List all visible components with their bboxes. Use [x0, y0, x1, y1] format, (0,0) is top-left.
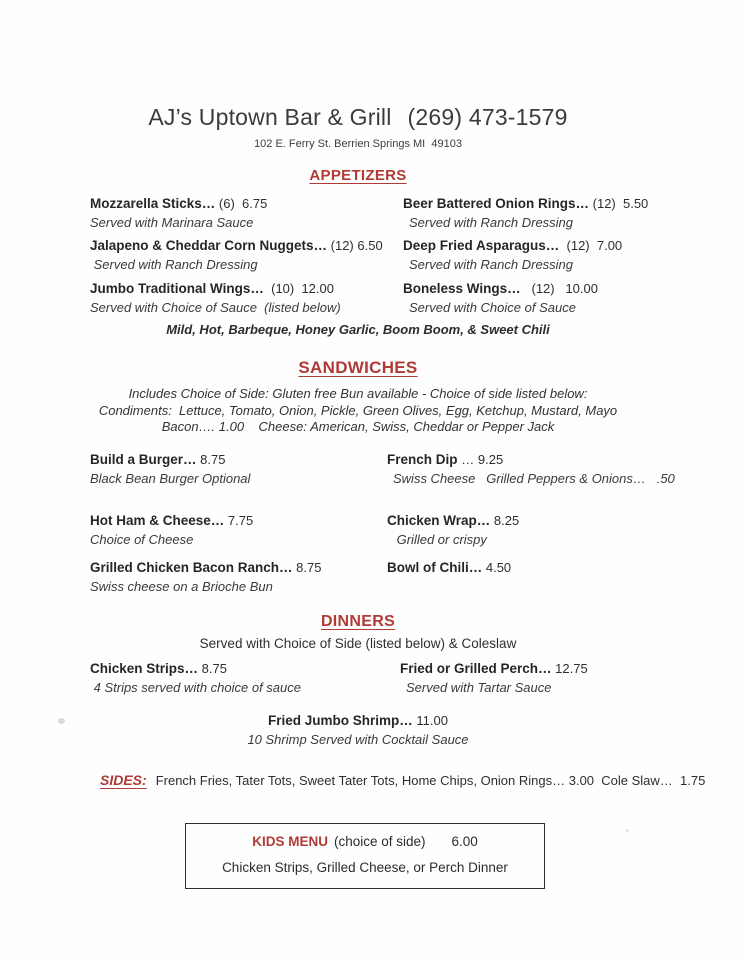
item-desc: Swiss Cheese Grilled Peppers & Onions… .50 — [393, 470, 675, 486]
restaurant-title-line — [0, 104, 716, 131]
appetizers-right-column — [403, 194, 702, 317]
menu-item — [90, 558, 387, 596]
menu-item — [403, 236, 702, 274]
item-desc: 4 Strips served with choice of sauce — [90, 679, 301, 695]
item-name: Fried or Grilled Perch… — [400, 660, 552, 676]
menu-item — [403, 279, 702, 317]
menu-item — [90, 450, 387, 488]
item-price: … 9.25 — [461, 451, 504, 467]
scan-artifact — [626, 829, 629, 832]
item-price: 8.25 — [490, 512, 520, 528]
menu-header — [0, 104, 742, 150]
menu-item — [90, 659, 400, 697]
item-name: Bowl of Chili… — [387, 559, 483, 575]
item-desc: Black Bean Burger Optional — [90, 470, 251, 486]
menu-item — [90, 194, 403, 232]
item-desc: Served with Ranch Dressing — [409, 215, 574, 230]
sides-text: French Fries, Tater Tots, Sweet Tater Tots, Home Chips, Onion Rings… 3.00 Cole Slaw… 1.75 — [155, 772, 706, 788]
scan-artifact — [58, 718, 65, 724]
dinners-heading-wrap — [0, 613, 742, 651]
item-price: 8.75 — [198, 660, 227, 676]
item-name: Hot Ham & Cheese… — [90, 512, 225, 528]
sandwiches-notes — [0, 386, 742, 436]
item-name: Jumbo Traditional Wings… — [90, 281, 264, 296]
menu-item — [387, 450, 702, 488]
item-name: Grilled Chicken Bacon Ranch… — [90, 559, 293, 575]
sandwiches-note: Includes Choice of Side: Gluten free Bun available - Choice of side listed below: — [128, 386, 588, 401]
phone-number: (269) 473-1579 — [407, 104, 568, 130]
sandwiches-row-3 — [0, 558, 742, 596]
kids-menu-subtitle: (choice of side) — [333, 833, 426, 849]
item-desc: Served with Ranch Dressing — [409, 257, 574, 272]
kids-menu-price: 6.00 — [451, 833, 478, 849]
kids-menu-box — [185, 823, 545, 889]
item-desc: Served with Choice of Sauce (listed below) — [90, 300, 341, 315]
restaurant-address: 102 E. Ferry St. Berrien Springs MI 49103 — [254, 138, 462, 150]
menu-item — [0, 711, 742, 749]
sandwiches-row-1 — [0, 450, 742, 488]
sandwiches-note: Condiments: Lettuce, Tomato, Onion, Pickle, Green Olives, Egg, Ketchup, Mustard, Mayo — [98, 402, 618, 418]
item-name: Mozzarella Sticks… — [90, 196, 216, 211]
item-name: French Dip — [387, 451, 462, 467]
item-desc: Served with Choice of Sauce — [409, 300, 576, 315]
item-name: Boneless Wings… — [403, 281, 521, 296]
appetizers-heading-wrap — [0, 150, 742, 185]
item-price: (12) 7.00 — [559, 238, 623, 253]
item-desc: Grilled or crispy — [393, 531, 487, 547]
item-desc: Served with Marinara Sauce — [90, 215, 254, 230]
kids-menu-title: KIDS MENU — [252, 833, 328, 849]
sandwiches-heading: SANDWICHES — [298, 358, 418, 377]
item-name: Fried Jumbo Shrimp… — [268, 712, 413, 728]
appetizers-left-column — [90, 194, 403, 317]
menu-item — [387, 511, 702, 549]
item-name: Jalapeno & Cheddar Corn Nuggets… — [90, 238, 328, 253]
sandwiches-note: Bacon…. 1.00 Cheese: American, Swiss, Cheddar or Pepper Jack — [161, 419, 555, 434]
dinners-note: Served with Choice of Side (listed below) & Coleslaw — [199, 635, 517, 651]
menu-item — [90, 236, 403, 274]
item-desc: 10 Shrimp Served with Cocktail Sauce — [247, 731, 469, 747]
item-desc: Served with Tartar Sauce — [406, 679, 552, 695]
restaurant-name: AJ’s Uptown Bar & Grill — [148, 104, 392, 130]
kids-menu-header-line — [186, 833, 544, 851]
item-name: Deep Fried Asparagus… — [403, 238, 560, 253]
item-name: Beer Battered Onion Rings… — [403, 196, 590, 211]
item-price: (12) 10.00 — [520, 281, 598, 296]
item-desc: Swiss cheese on a Brioche Bun — [90, 578, 273, 594]
item-price: 4.50 — [482, 559, 512, 575]
item-name: Chicken Strips… — [90, 660, 199, 676]
menu-item — [90, 279, 403, 317]
appetizers-columns — [0, 194, 742, 317]
dinners-columns — [0, 659, 742, 697]
item-name: Build a Burger… — [90, 451, 197, 467]
menu-item — [403, 194, 702, 232]
item-price: (6) 6.75 — [215, 196, 268, 211]
sides-line — [0, 772, 742, 788]
item-price: 11.00 — [412, 712, 448, 728]
appetizers-heading: APPETIZERS — [309, 167, 407, 184]
item-price: (12) 5.50 — [589, 196, 649, 211]
menu-item — [400, 659, 702, 697]
item-price: 8.75 — [196, 451, 226, 467]
sides-label: SIDES: — [100, 771, 147, 788]
menu-item — [387, 558, 702, 596]
sandwiches-heading-wrap — [0, 358, 742, 378]
item-desc: Served with Ranch Dressing — [90, 257, 258, 272]
item-price: (12) 6.50 — [327, 238, 383, 253]
wing-sauce-list: Mild, Hot, Barbeque, Honey Garlic, Boom Boom, & Sweet Chili — [166, 322, 550, 337]
item-desc: Choice of Cheese — [90, 531, 194, 547]
item-name: Chicken Wrap… — [387, 512, 491, 528]
item-price: 8.75 — [292, 559, 322, 575]
item-price: 7.75 — [224, 512, 254, 528]
item-price: 12.75 — [551, 660, 588, 676]
item-price: (10) 12.00 — [263, 281, 334, 296]
sandwiches-row-2 — [0, 511, 742, 549]
menu-item — [90, 511, 387, 549]
dinners-heading: DINNERS — [320, 612, 396, 630]
kids-menu-items: Chicken Strips, Grilled Cheese, or Perch Dinner — [222, 859, 508, 875]
